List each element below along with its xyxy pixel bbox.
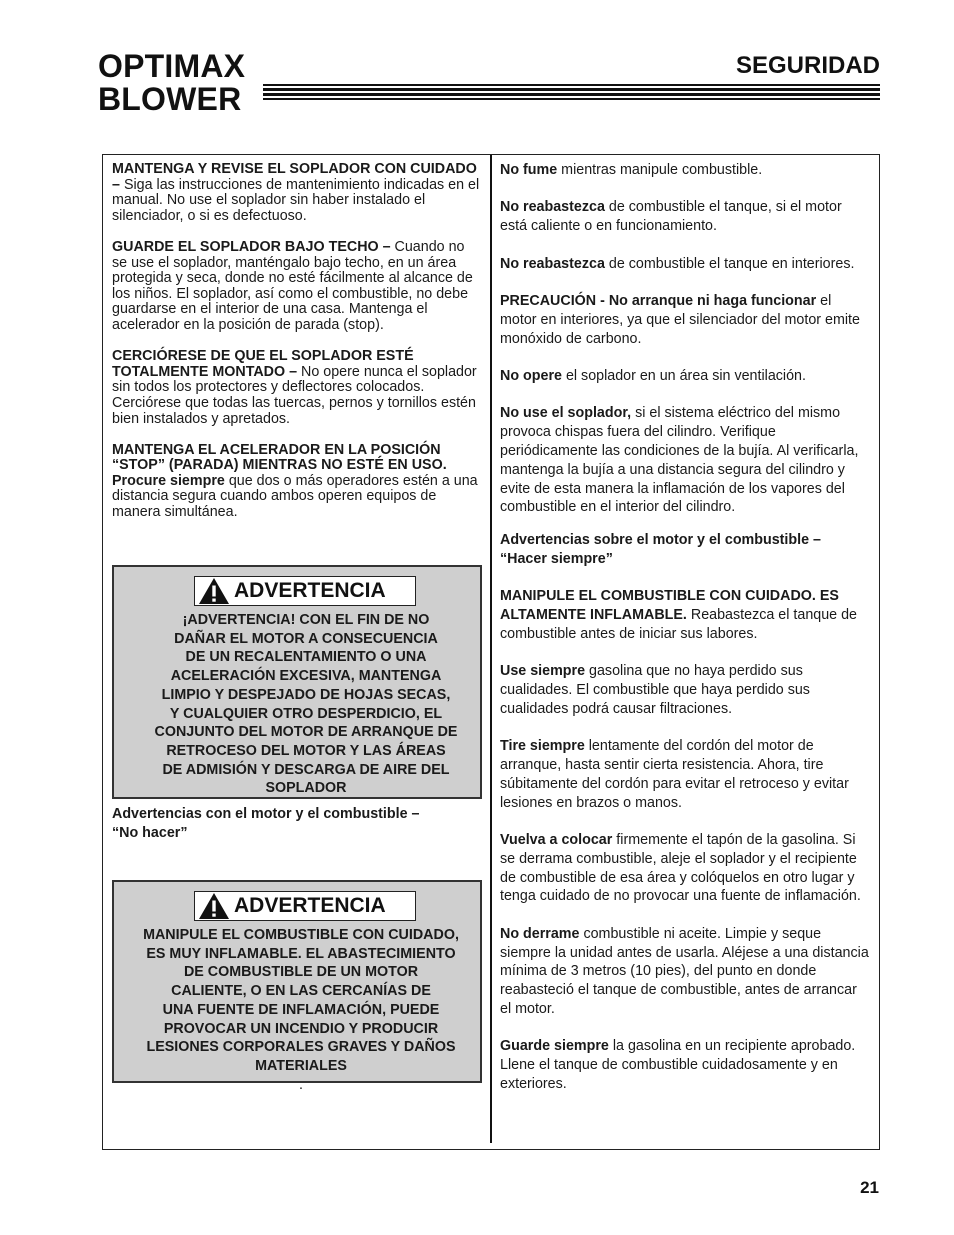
paragraph-lead: Guarde siempre (500, 1038, 609, 1055)
left-paragraph (112, 240, 482, 334)
paragraph-lead: Tire siempre (500, 738, 585, 755)
warning-line: CONJUNTO DEL MOTOR DE ARRANQUE DE (154, 724, 458, 741)
paragraph-body: Reabastezca el tanque de combustible antes de iniciar sus labores. (500, 607, 858, 642)
warning-line (120, 1057, 482, 1094)
warning-box-fuel (112, 880, 482, 1093)
dont-heading (112, 805, 472, 843)
paragraph-body: el soplador en un área sin ventilación. (561, 367, 806, 384)
paragraph-lead: No reabastezca (500, 199, 605, 216)
warning-line: ¡ADVERTENCIA! CON EL FIN DE NO (182, 612, 430, 628)
left-paragraph (112, 162, 482, 224)
warning-line-text: MATERIALES (255, 1057, 347, 1074)
paragraph-body: la gasolina en un recipiente aprobado. Llene el tanque de combustible cuidadosamente y en exteriores. (500, 1038, 856, 1093)
right-paragraph (500, 404, 870, 517)
paragraph-lead: No reabastezca (500, 255, 605, 272)
section-title: SEGURIDAD (735, 52, 880, 79)
paragraph-body: el motor en interiores, ya que el silenciador del motor emite monóxido de carbono. (500, 292, 860, 347)
brand-line-1: OPTIMAX (98, 48, 246, 84)
left-paragraph (112, 349, 482, 427)
warning-box-engine (112, 565, 482, 799)
right-paragraph (500, 255, 870, 274)
warning-text (120, 926, 482, 1094)
warning-line: ES MUY INFLAMABLE. EL ABASTECIMIENTO (146, 945, 456, 962)
paragraph-body: de combustible el tanque, si el motor está caliente o en funcionamiento. (500, 199, 842, 235)
right-paragraph (500, 531, 870, 569)
warning-line: SOPLADOR (265, 780, 347, 797)
paragraph-lead: Use siempre (500, 663, 586, 680)
warning-line: ACELERACIÓN EXCESIVA, MANTENGA (170, 668, 442, 685)
warning-line: RETROCESO DEL MOTOR Y LAS ÁREAS (166, 742, 446, 759)
warning-line: PROVOCAR UN INCENDIO Y PRODUCIR (163, 1020, 439, 1037)
paragraph-body: que dos o más operadores estén a una distancia segura cuando ambos operen equipos de manera simultánea. (112, 472, 478, 521)
paragraph-body: Cuando no se use el soplador, manténgalo bajo techo, en un área protegida y seca, donde no esté fácilmente al alcance de los niños. El soplador, así como el combustible, no debe guardarse en el interior de una casa. Mantenga el acelerador en la posición de parada (stop). (112, 238, 473, 333)
warning-label (194, 891, 416, 921)
warning-triangle-icon (198, 892, 230, 920)
warning-label-text: ADVERTENCIA (234, 894, 386, 917)
brand-title (98, 50, 245, 116)
paragraph-body: mientras manipule combustible. (557, 162, 763, 178)
right-paragraph (500, 587, 870, 643)
right-paragraph (500, 662, 870, 718)
right-paragraph (500, 367, 870, 386)
paragraph-body: Siga las instrucciones de mantenimiento indicadas en el manual. No use el soplador sin haber instalado el silenciador, o si es defectuoso. (112, 176, 480, 224)
paragraph-body: combustible ni aceite. Limpie y seque siempre la unidad antes de usarla. Aléjese a una distancia mínima de 3 metros (10 pies), del punto en donde reabasteció el tanque de combustible, antes de arrancar el motor. (500, 925, 869, 1018)
paragraph-lead: MANTENGA Y REVISE EL SOPLADOR CON CUIDADO – (112, 161, 477, 193)
warning-triangle-icon (198, 577, 230, 605)
warning-line: Y CUALQUIER OTRO DESPERDICIO, EL (169, 705, 443, 722)
right-paragraph (500, 198, 870, 236)
dont-heading-line-2: “No hacer” (112, 825, 188, 841)
paragraph-body: de combustible el tanque en interiores. (604, 255, 855, 272)
warning-line: DE COMBUSTIBLE DE UN MOTOR (183, 964, 419, 981)
paragraph-lead: CERCIÓRESE DE QUE EL SOPLADOR ESTÉ TOTALMENTE MONTADO – (112, 348, 414, 380)
warning-line: CALIENTE, O EN LAS CERCANÍAS DE (171, 983, 431, 1000)
warning-period: . (299, 1076, 303, 1093)
right-paragraph (500, 925, 870, 1019)
paragraph-body: si el sistema eléctrico del mismo provoca chispas fuera del cilindro. Verifique periódicamente las condiciones de la bujía. Al verificarla, mantenga la bujía a una distancia segura del cilindro y evite de esta manera la inflamación de los vapores del combustible en el interior del cilindro. (500, 405, 859, 516)
paragraph-lead: Vuelva a colocar (500, 832, 613, 849)
paragraph-body: firmemente el tapón de la gasolina. Si se derrama combustible, aleje el soplador y el recipiente de combustible de esa área y colóquelos en otro lugar y tenga cuidado de no provocar una fuente de inflamación. (500, 832, 861, 905)
paragraph-body: lentamente del cordón del motor de arranque, hasta sentir cierta resistencia. Ahora, tire súbitamente del cordón para evitar el retroceso y evitar lesiones en brazos o manos. (500, 738, 849, 811)
page-number: 21 (860, 1178, 879, 1197)
brand-line-2: BLOWER (98, 81, 242, 117)
warning-line: MANIPULE EL COMBUSTIBLE CON CUIDADO, (143, 927, 459, 943)
paragraph-lead: No derrame (500, 925, 580, 942)
warning-label (194, 576, 416, 606)
warning-line: DE ADMISIÓN Y DESCARGA DE AIRE DEL (162, 761, 450, 778)
dont-heading-line-1: Advertencias con el motor y el combustible – (112, 806, 420, 822)
right-paragraph (500, 737, 870, 812)
paragraph-lead: PRECAUCIÓN - No arranque ni haga funcionar (500, 292, 817, 309)
paragraph-body: No opere nunca el soplador sin todos los protectores y deflectores colocados. Cerciórese que todas las tuercas, pernos y tornillos estén bien instalados y apretados. (112, 363, 477, 427)
paragraph-body: gasolina que no haya perdido sus cualidades. El combustible que haya perdido sus cualidades podrá causar filtraciones. (500, 663, 810, 717)
paragraph-lead: No use el soplador, (500, 405, 632, 422)
warning-line: DAÑAR EL MOTOR A CONSECUENCIA (174, 630, 438, 647)
paragraph-lead: MANTENGA EL ACELERADOR EN LA POSICIÓN “STOP” (PARADA) MIENTRAS NO ESTÉ EN USO. Procure siempre (112, 441, 447, 489)
paragraph-lead: Advertencias sobre el motor y el combustible – “Hacer siempre” (500, 532, 821, 567)
paragraph-lead: No fume (500, 162, 558, 178)
warning-line: LIMPIO Y DESPEJADO DE HOJAS SECAS, (161, 686, 451, 703)
warning-text (136, 611, 476, 798)
right-paragraph (500, 1037, 870, 1093)
paragraph-lead: MANIPULE EL COMBUSTIBLE CON CUIDADO. ES ALTAMENTE INFLAMABLE. (500, 588, 839, 624)
paragraph-lead: No opere (500, 367, 562, 384)
paragraph-lead: GUARDE EL SOPLADOR BAJO TECHO – (112, 238, 395, 255)
warning-line: UNA FUENTE DE INFLAMACIÓN, PUEDE (162, 1001, 440, 1018)
right-paragraph (500, 292, 870, 348)
right-column (500, 161, 870, 1112)
warning-line: DE UN RECALENTAMIENTO O UNA (185, 649, 427, 666)
right-paragraph (500, 161, 870, 180)
right-paragraph (500, 831, 870, 906)
left-column (112, 162, 482, 536)
warning-line: LESIONES CORPORALES GRAVES Y DAÑOS (146, 1039, 456, 1056)
left-paragraph (112, 443, 482, 521)
column-divider (490, 155, 492, 1143)
warning-label-text: ADVERTENCIA (234, 579, 386, 602)
header-rule (263, 84, 880, 104)
